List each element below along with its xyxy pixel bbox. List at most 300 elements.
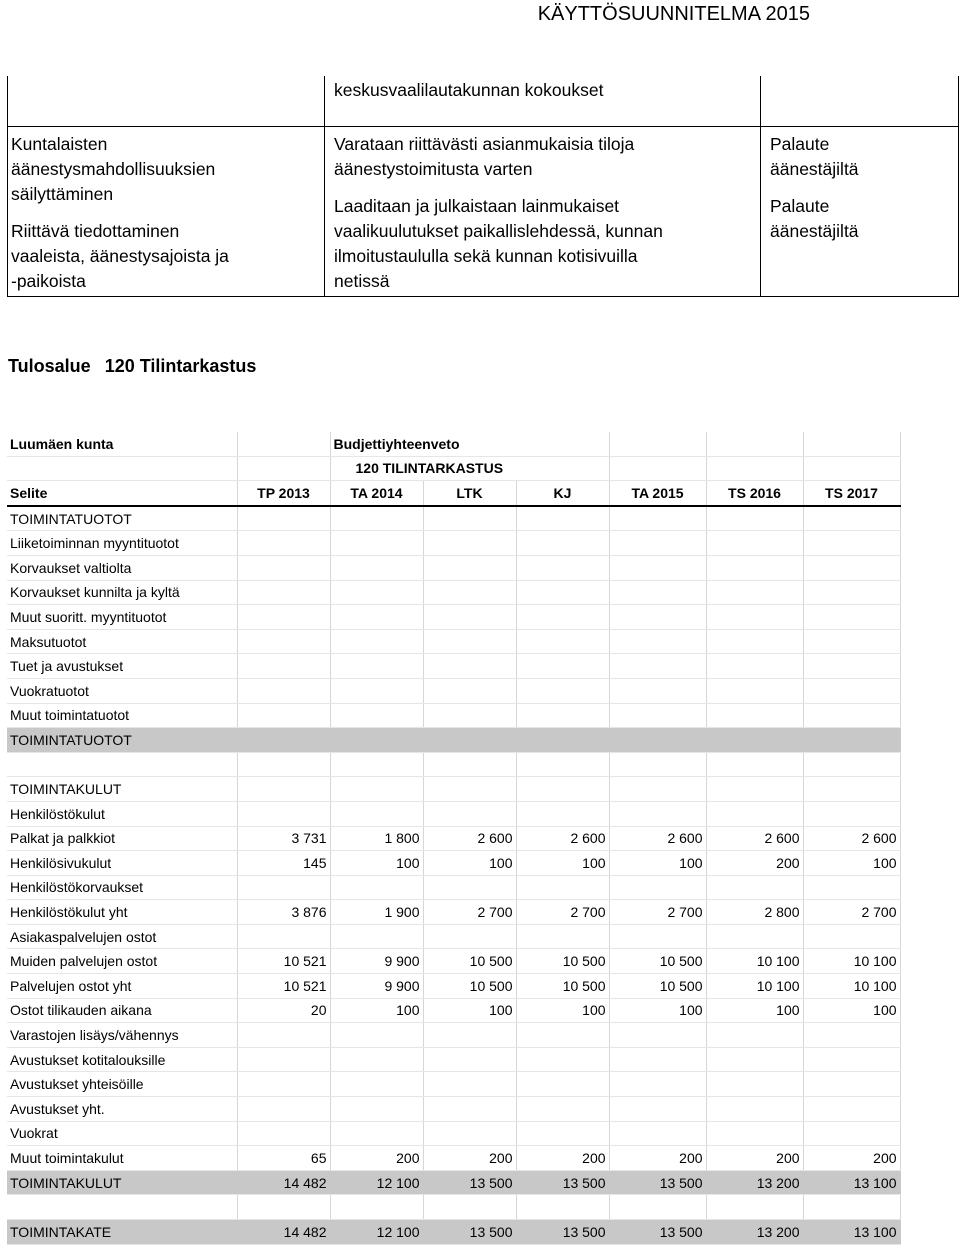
- header-spacer: [803, 432, 900, 456]
- header-spacer: [803, 456, 900, 481]
- row-value: [330, 801, 423, 826]
- budget-header-row-1: [7, 432, 900, 456]
- row-value: 2 600: [803, 826, 900, 851]
- row-value: [609, 555, 706, 580]
- budget-row: [7, 924, 900, 949]
- row-value: [803, 555, 900, 580]
- row-value: 14 482: [237, 1170, 330, 1195]
- row-value: 12 100: [330, 1220, 423, 1245]
- row-value: [330, 924, 423, 949]
- row-value: 2 600: [609, 826, 706, 851]
- row-value: [803, 728, 900, 753]
- row-value: 200: [423, 1146, 516, 1171]
- row-value: [237, 555, 330, 580]
- row-value: [706, 703, 803, 728]
- row-value: [803, 629, 900, 654]
- row-value: [706, 678, 803, 703]
- row-label: Palkat ja palkkiot: [7, 826, 237, 851]
- row-value: [609, 1195, 706, 1220]
- row-value: [330, 1121, 423, 1146]
- row-value: [706, 875, 803, 900]
- goals-cell-empty-1: [8, 76, 325, 127]
- row-label: Henkilöstökulut yht: [7, 900, 237, 925]
- row-value: [237, 801, 330, 826]
- row-value: [609, 703, 706, 728]
- row-value: [237, 1121, 330, 1146]
- goals-table-row: [8, 127, 959, 297]
- budget-row: [7, 1047, 900, 1072]
- budget-row: [7, 752, 900, 777]
- row-value: [237, 1023, 330, 1048]
- row-value: [803, 678, 900, 703]
- row-label: Korvaukset kunnilta ja kyltä: [7, 580, 237, 605]
- row-value: 10 100: [706, 949, 803, 974]
- header-spacer: [7, 456, 237, 481]
- budget-row: [7, 875, 900, 900]
- row-value: 100: [516, 851, 609, 876]
- row-value: 2 700: [803, 900, 900, 925]
- row-value: 9 900: [330, 974, 423, 999]
- row-value: [609, 506, 706, 531]
- column-header: TA 2015: [609, 481, 706, 506]
- row-value: [237, 531, 330, 556]
- budget-row: [7, 506, 900, 531]
- row-value: [516, 580, 609, 605]
- column-header: KJ: [516, 481, 609, 506]
- goals-cell-measures: [761, 127, 959, 297]
- row-value: [803, 1047, 900, 1072]
- budget-column-header-row: [7, 481, 900, 506]
- row-value: [237, 1072, 330, 1097]
- col2-group: [334, 194, 756, 294]
- row-value: [609, 801, 706, 826]
- row-value: [330, 605, 423, 630]
- row-value: 10 500: [423, 949, 516, 974]
- row-value: [237, 605, 330, 630]
- row-label: Liiketoiminnan myyntituotot: [7, 531, 237, 556]
- row-value: [330, 777, 423, 802]
- row-value: 13 500: [516, 1170, 609, 1195]
- row-value: [516, 777, 609, 802]
- row-value: [330, 728, 423, 753]
- budget-row: [7, 531, 900, 556]
- row-value: 1 900: [330, 900, 423, 925]
- row-label: Maksutuotot: [7, 629, 237, 654]
- col1-group: [11, 219, 320, 294]
- row-value: 10 100: [803, 974, 900, 999]
- budget-row: [7, 678, 900, 703]
- row-label: Tuet ja avustukset: [7, 654, 237, 679]
- header-spacer: [237, 432, 330, 456]
- row-value: [609, 654, 706, 679]
- row-value: 2 800: [706, 900, 803, 925]
- row-value: [330, 1023, 423, 1048]
- row-label: Ostot tilikauden aikana: [7, 998, 237, 1023]
- row-value: [609, 728, 706, 753]
- budget-row: [7, 1097, 900, 1122]
- row-value: [609, 531, 706, 556]
- section-title: [8, 354, 256, 378]
- row-value: [609, 629, 706, 654]
- budget-row: [7, 629, 900, 654]
- budget-row: [7, 949, 900, 974]
- row-value: [237, 777, 330, 802]
- row-value: [423, 1195, 516, 1220]
- cell-line: säilyttäminen: [11, 184, 114, 204]
- row-value: [237, 580, 330, 605]
- row-value: [330, 654, 423, 679]
- row-value: [237, 703, 330, 728]
- row-value: [237, 506, 330, 531]
- row-label: Asiakaspalvelujen ostot: [7, 924, 237, 949]
- row-value: [609, 777, 706, 802]
- row-value: 100: [803, 851, 900, 876]
- row-value: [330, 752, 423, 777]
- row-value: 12 100: [330, 1170, 423, 1195]
- row-label: Muut toimintakulut: [7, 1146, 237, 1171]
- municipality-name: Luumäen kunta: [7, 432, 237, 456]
- row-value: [516, 678, 609, 703]
- column-header: TP 2013: [237, 481, 330, 506]
- row-label: TOIMINTAKATE: [7, 1220, 237, 1245]
- row-value: [330, 1047, 423, 1072]
- cell-line: Laaditaan ja julkaistaan lainmukaiset: [334, 196, 620, 216]
- row-value: [609, 1121, 706, 1146]
- row-label: Palvelujen ostot yht: [7, 974, 237, 999]
- row-value: 10 100: [706, 974, 803, 999]
- row-value: [516, 506, 609, 531]
- row-label: TOIMINTAKULUT: [7, 1170, 237, 1195]
- cell-line: Varataan riittävästi asianmukaisia tiloja: [334, 134, 635, 154]
- row-value: [803, 1121, 900, 1146]
- row-value: 10 100: [803, 949, 900, 974]
- cell-line: -paikoista: [11, 271, 86, 291]
- row-value: 200: [706, 851, 803, 876]
- goals-cell-objectives: [8, 127, 325, 297]
- row-label: Muut suoritt. myyntituotot: [7, 605, 237, 630]
- row-value: 2 700: [423, 900, 516, 925]
- row-value: [237, 924, 330, 949]
- row-value: [803, 703, 900, 728]
- row-value: [706, 752, 803, 777]
- row-value: [237, 678, 330, 703]
- goals-cell-actions: [325, 127, 761, 297]
- row-value: [803, 875, 900, 900]
- row-value: 10 500: [516, 974, 609, 999]
- row-value: [423, 1097, 516, 1122]
- row-value: [423, 506, 516, 531]
- goals-cell-empty-3: [761, 76, 959, 127]
- row-label: Avustukset yht.: [7, 1097, 237, 1122]
- row-value: [516, 555, 609, 580]
- row-value: [423, 1047, 516, 1072]
- row-value: [516, 531, 609, 556]
- column-header: TS 2017: [803, 481, 900, 506]
- row-value: [609, 678, 706, 703]
- row-value: [330, 531, 423, 556]
- col3-group: [770, 132, 954, 182]
- row-label: TOIMINTATUOTOT: [7, 728, 237, 753]
- row-label: Avustukset yhteisöille: [7, 1072, 237, 1097]
- row-value: 100: [423, 998, 516, 1023]
- row-value: 13 200: [706, 1220, 803, 1245]
- row-value: [706, 728, 803, 753]
- row-value: [237, 752, 330, 777]
- budget-row: [7, 777, 900, 802]
- row-value: [516, 1097, 609, 1122]
- row-value: [423, 1072, 516, 1097]
- row-value: [330, 580, 423, 605]
- row-value: [516, 629, 609, 654]
- row-value: [706, 777, 803, 802]
- col3-group: [770, 194, 954, 244]
- row-value: [706, 1097, 803, 1122]
- row-value: 10 521: [237, 974, 330, 999]
- row-value: [330, 703, 423, 728]
- row-value: [516, 752, 609, 777]
- row-value: [330, 629, 423, 654]
- budget-row: [7, 801, 900, 826]
- budget-row: [7, 555, 900, 580]
- row-value: [423, 801, 516, 826]
- row-value: 100: [330, 998, 423, 1023]
- budget-row: [7, 1146, 900, 1171]
- goals-table-continued-row: [8, 76, 959, 127]
- row-value: 13 200: [706, 1170, 803, 1195]
- row-value: 20: [237, 998, 330, 1023]
- budget-row: [7, 974, 900, 999]
- row-value: 10 500: [609, 949, 706, 974]
- row-label: Henkilöstökorvaukset: [7, 875, 237, 900]
- row-value: 200: [803, 1146, 900, 1171]
- row-label: Henkilöstökulut: [7, 801, 237, 826]
- row-value: [516, 1072, 609, 1097]
- row-value: 2 700: [516, 900, 609, 925]
- row-label: Avustukset kotitalouksille: [7, 1047, 237, 1072]
- row-value: [423, 678, 516, 703]
- row-value: [609, 924, 706, 949]
- row-value: [609, 752, 706, 777]
- cell-line: äänestäjiltä: [770, 221, 859, 241]
- goals-table: [7, 76, 959, 297]
- row-label: Muiden palvelujen ostot: [7, 949, 237, 974]
- row-label: [7, 752, 237, 777]
- row-value: [330, 1072, 423, 1097]
- row-value: [330, 1097, 423, 1122]
- row-value: 10 500: [609, 974, 706, 999]
- row-value: [803, 801, 900, 826]
- row-value: [516, 654, 609, 679]
- header-spacer: [609, 456, 706, 481]
- row-value: [516, 801, 609, 826]
- row-value: [237, 629, 330, 654]
- row-value: [237, 1195, 330, 1220]
- row-value: [609, 605, 706, 630]
- row-value: [237, 875, 330, 900]
- row-label: Vuokratuotot: [7, 678, 237, 703]
- row-value: [423, 777, 516, 802]
- unit-name: 120 TILINTARKASTUS: [330, 456, 609, 481]
- row-value: [423, 924, 516, 949]
- row-value: 200: [516, 1146, 609, 1171]
- budget-row: [7, 580, 900, 605]
- row-value: [330, 555, 423, 580]
- document-header-title: KÄYTTÖSUUNNITELMA 2015: [537, 3, 810, 25]
- row-value: 1 800: [330, 826, 423, 851]
- row-value: 200: [706, 1146, 803, 1171]
- budget-row: [7, 654, 900, 679]
- row-value: 13 500: [423, 1220, 516, 1245]
- budget-row: [7, 900, 900, 925]
- budget-row: [7, 728, 900, 753]
- cell-line: Riittävä tiedottaminen: [11, 221, 180, 241]
- row-value: 10 500: [423, 974, 516, 999]
- budget-row: [7, 1220, 900, 1245]
- row-value: 13 500: [609, 1170, 706, 1195]
- row-value: 13 100: [803, 1170, 900, 1195]
- doc-type: Budjettiyhteenveto: [330, 432, 609, 456]
- cell-line: vaaleista, äänestysajoista ja: [11, 246, 229, 266]
- row-value: [423, 531, 516, 556]
- row-value: [609, 1072, 706, 1097]
- row-value: [803, 752, 900, 777]
- row-value: [516, 1023, 609, 1048]
- row-value: 13 500: [516, 1220, 609, 1245]
- budget-row: [7, 1170, 900, 1195]
- row-value: [803, 1023, 900, 1048]
- row-value: [423, 555, 516, 580]
- row-value: [423, 728, 516, 753]
- row-value: [706, 531, 803, 556]
- row-value: [423, 605, 516, 630]
- column-header: TS 2016: [706, 481, 803, 506]
- cell-line: Kuntalaisten: [11, 134, 108, 154]
- row-value: [423, 752, 516, 777]
- row-value: [516, 605, 609, 630]
- section-label: Tulosalue: [8, 356, 91, 376]
- row-value: [516, 1121, 609, 1146]
- row-value: 100: [609, 998, 706, 1023]
- row-value: 100: [330, 851, 423, 876]
- budget-row: [7, 703, 900, 728]
- budget-row: [7, 1195, 900, 1220]
- row-value: 2 600: [516, 826, 609, 851]
- row-value: [706, 506, 803, 531]
- row-value: [423, 629, 516, 654]
- row-value: [516, 924, 609, 949]
- row-value: [803, 1072, 900, 1097]
- row-value: [423, 654, 516, 679]
- row-value: [803, 531, 900, 556]
- row-value: [609, 1097, 706, 1122]
- budget-row: [7, 1072, 900, 1097]
- row-value: [423, 580, 516, 605]
- row-value: [803, 506, 900, 531]
- row-value: 10 500: [516, 949, 609, 974]
- row-value: [803, 1195, 900, 1220]
- row-value: [706, 1023, 803, 1048]
- goals-cell-continued: keskusvaalilautakunnan kokoukset: [325, 76, 761, 127]
- budget-row: [7, 1023, 900, 1048]
- row-value: 13 100: [803, 1220, 900, 1245]
- row-value: 14 482: [237, 1220, 330, 1245]
- cell-line: Palaute: [770, 134, 830, 154]
- row-value: [423, 1121, 516, 1146]
- row-value: [609, 1023, 706, 1048]
- cell-line: netissä: [334, 271, 390, 291]
- row-value: 9 900: [330, 949, 423, 974]
- row-label: Muut toimintatuotot: [7, 703, 237, 728]
- cell-line: äänestäjiltä: [770, 159, 859, 179]
- budget-header-row-2: [7, 456, 900, 481]
- row-label: TOIMINTAKULUT: [7, 777, 237, 802]
- budget-table: [7, 432, 901, 1245]
- row-value: [609, 875, 706, 900]
- header-spacer: [706, 432, 803, 456]
- row-value: [516, 728, 609, 753]
- row-value: [609, 1047, 706, 1072]
- row-value: [706, 1047, 803, 1072]
- row-value: [516, 1195, 609, 1220]
- row-value: [330, 1195, 423, 1220]
- col1-group: [11, 132, 320, 207]
- header-spacer: [237, 456, 330, 481]
- row-value: [237, 728, 330, 753]
- row-label: [7, 1195, 237, 1220]
- row-value: 100: [706, 998, 803, 1023]
- row-value: [423, 875, 516, 900]
- row-value: [423, 703, 516, 728]
- row-value: [706, 1195, 803, 1220]
- row-value: 200: [330, 1146, 423, 1171]
- col2-group: [334, 132, 756, 182]
- row-value: [706, 801, 803, 826]
- row-label: Varastojen lisäys/vähennys: [7, 1023, 237, 1048]
- cell-line: äänestysmahdollisuuksien: [11, 159, 216, 179]
- row-value: [706, 555, 803, 580]
- row-value: 2 600: [706, 826, 803, 851]
- row-value: [803, 1097, 900, 1122]
- row-value: 200: [609, 1146, 706, 1171]
- row-value: [706, 1072, 803, 1097]
- row-value: 3 876: [237, 900, 330, 925]
- row-label: TOIMINTATUOTOT: [7, 506, 237, 531]
- row-value: [706, 629, 803, 654]
- row-value: 100: [609, 851, 706, 876]
- row-value: 3 731: [237, 826, 330, 851]
- column-header: LTK: [423, 481, 516, 506]
- row-value: 65: [237, 1146, 330, 1171]
- row-value: [330, 875, 423, 900]
- row-value: 10 521: [237, 949, 330, 974]
- budget-row: [7, 998, 900, 1023]
- section-number-title: 120 Tilintarkastus: [104, 356, 257, 376]
- budget-row: [7, 851, 900, 876]
- budget-row: [7, 1121, 900, 1146]
- row-value: [803, 605, 900, 630]
- row-value: [423, 1023, 516, 1048]
- row-value: 2 600: [423, 826, 516, 851]
- row-value: [330, 506, 423, 531]
- column-header: TA 2014: [330, 481, 423, 506]
- column-header: Selite: [7, 481, 237, 506]
- row-value: [803, 580, 900, 605]
- row-value: [706, 580, 803, 605]
- row-value: 145: [237, 851, 330, 876]
- header-spacer: [706, 456, 803, 481]
- row-value: 100: [423, 851, 516, 876]
- cell-line: äänestystoimitusta varten: [334, 159, 533, 179]
